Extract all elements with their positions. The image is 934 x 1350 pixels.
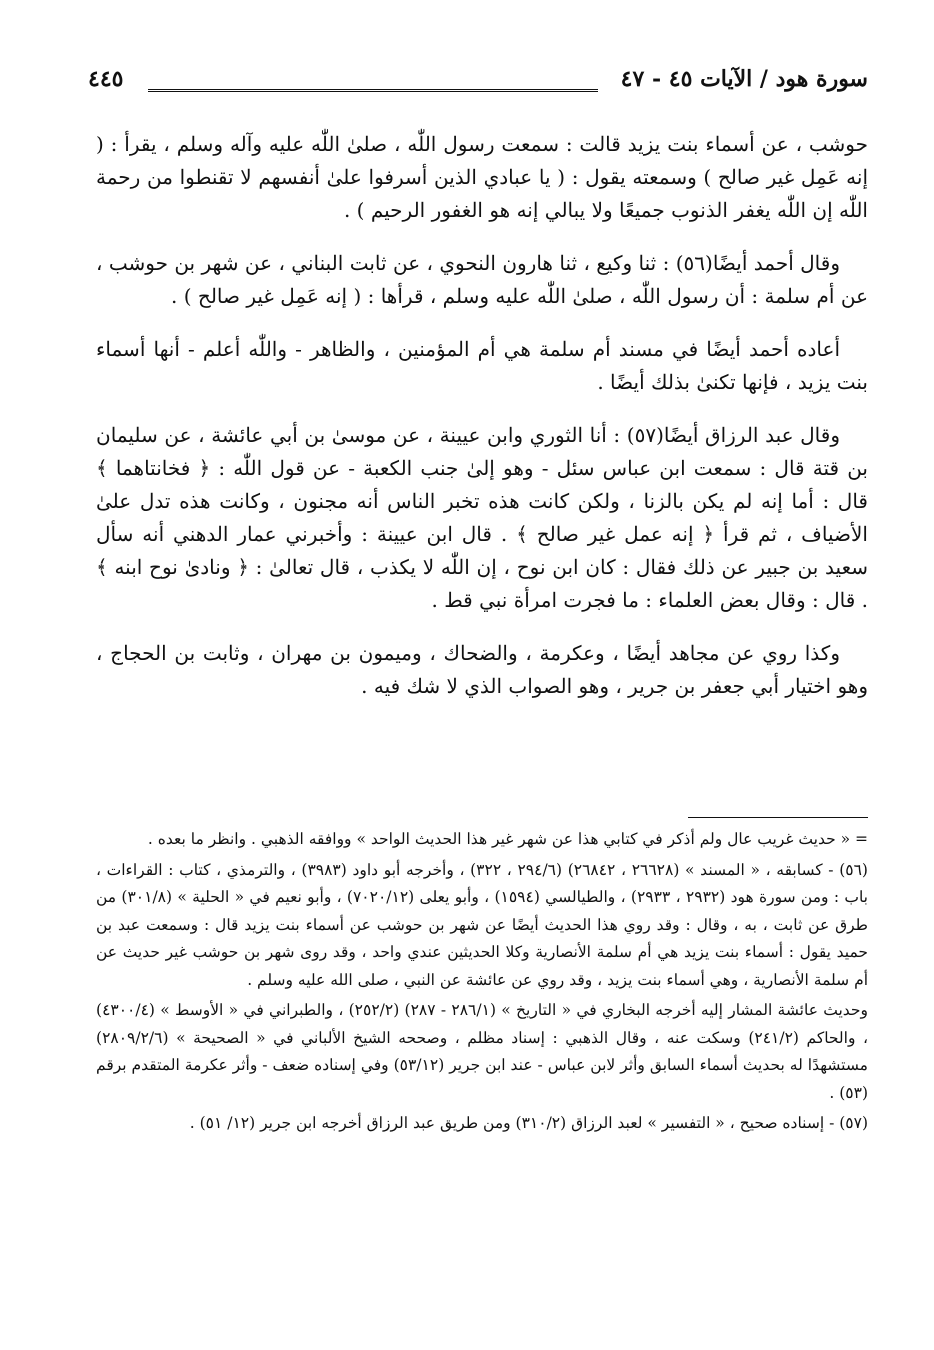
header-divider (148, 89, 598, 92)
page-header (88, 66, 868, 106)
footnote-56-continued: وحديث عائشة المشار إليه أخرجه البخاري في « التاريخ » (٢٨٦/١ - ٢٨٧) (٢٥٢/٢) ، والطبراني في « الأوسط » (٤٣٠٠/٤) ، والحاكم (٢٤١/٢) وسكت عنه ، وقال الذهبي : إسناد مظلم ، وصححه الشيخ الألباني في « الصحيحة » (٢٨٠٩/٢/٦) مستشهدًا له بحديث أسماء السابق وأثر لابن عباس - عند ابن جرير (٥٣/١٢) وفي إسناده ضعف - وأثر عكرمة المتقدم برقم (٥٣) . (96, 1001, 869, 1102)
footnote-57: (٥٧) - إسناده صحيح ، « التفسير » لعبد الرزاق (٣١٠/٢) ومن طريق عبد الرزاق أخرجه ابن جرير (١٢/ ٥١) . (189, 1114, 868, 1132)
footnote-divider (688, 817, 868, 818)
running-title: سورة هود / الآيات ٤٥ - ٤٧ (620, 66, 868, 92)
paragraph-3: أعاده أحمد أيضًا في مسند أم سلمة هي أم المؤمنين ، والظاهر - واللّٰه أعلم - أنها أسماء بنت يزيد ، فإنها تكنىٰ بذلك أيضًا . (96, 337, 868, 394)
main-text (96, 128, 868, 723)
paragraph-4: وقال عبد الرزاق أيضًا(٥٧) : أنا الثوري وابن عيينة ، عن موسىٰ بن أبي عائشة ، عن سليمان بن قتة قال : سمعت ابن عباس سئل - وهو إلىٰ جنب الكعبة - عن قول اللّٰه : ﴿ فخانتاهما ﴾ قال : أما إنه لم يكن بالزنا ، ولكن كانت هذه تخبر الناس أنه مجنون ، وكانت هذه تدل علىٰ الأضياف ، ثم قرأ ﴿ إنه عمل غير صالح ﴾ . قال ابن عيينة : وأخبرني عمار الدهني أنه سأل سعيد بن جبير عن ذلك فقال : كان ابن نوح ، إن اللّٰه لا يكذب ، قال تعالىٰ : ﴿ ونادىٰ نوح ابنه ﴾ . قال : وقال بعض العلماء : ما فجرت امرأة نبي قط . (96, 423, 868, 612)
footnotes (96, 826, 868, 1141)
paragraph-2: وقال أحمد أيضًا(٥٦) : ثنا وكيع ، ثنا هارون النحوي ، عن ثابت البناني ، عن شهر بن حوشب ، عن أم سلمة : أن رسول اللّٰه ، صلىٰ اللّٰه عليه وسلم ، قرأها : ( إنه عَمِل غير صالح ) . (96, 251, 868, 308)
page-number: ٤٤٥ (88, 66, 124, 92)
footnote-56: (٥٦) - كسابقه ، « المسند » (٢٦٦٢٨ ، ٢٦٨٤٢) (٢٩٤/٦ ، ٣٢٢) ، وأخرجه أبو داود (٣٩٨٣) ، والترمذي ، كتاب : القراءات ، باب : ومن سورة هود (٢٩٣٢ ، ٢٩٣٣) ، والطيالسي (١٥٩٤) ، وأبو يعلى (٧٠٢٠/١٢) ، وأبو نعيم في « الحلية » (٣٠١/٨) من طرق عن ثابت ، به ، وقال : وقد روي هذا الحديث أيضًا عن شهر بن حوشب عن أسماء بنت يزيد قال : وسمعت عبد بن حميد يقول : أسماء بنت يزيد هي أم سلمة الأنصارية وكلا الحديثين عندي واحد ، وقد روى شهر بن حوشب غير حديث عن أم سلمة الأنصارية ، وهي أسماء بنت يزيد ، وقد روي عن عائشة عن النبي ، صلى الله عليه وسلم . (96, 860, 868, 989)
paragraph-1: حوشب ، عن أسماء بنت يزيد قالت : سمعت رسول اللّٰه ، صلىٰ اللّٰه عليه وآله وسلم ، يقرأ : ( إنه عَمِل غير صالح ) وسمعته يقول : ( يا عبادي الذين أسرفوا علىٰ أنفسهم لا تقنطوا من رحمة اللّٰه إن اللّٰه يغفر الذنوب جميعًا ولا يبالي إنه هو الغفور الرحيم ) . (96, 132, 868, 222)
paragraph-5: وكذا روي عن مجاهد أيضًا ، وعكرمة ، والضحاك ، وميمون بن مهران ، وثابت بن الحجاج ، وهو اختيار أبي جعفر بن جرير ، وهو الصواب الذي لا شك فيه . (96, 641, 868, 698)
footnote-continuation: = « حديث غريب عال ولم أذكر في كتابي هذا عن شهر غير هذا الحديث الواحد » ووافقه الذهبي . وانظر ما بعده . (147, 830, 868, 848)
